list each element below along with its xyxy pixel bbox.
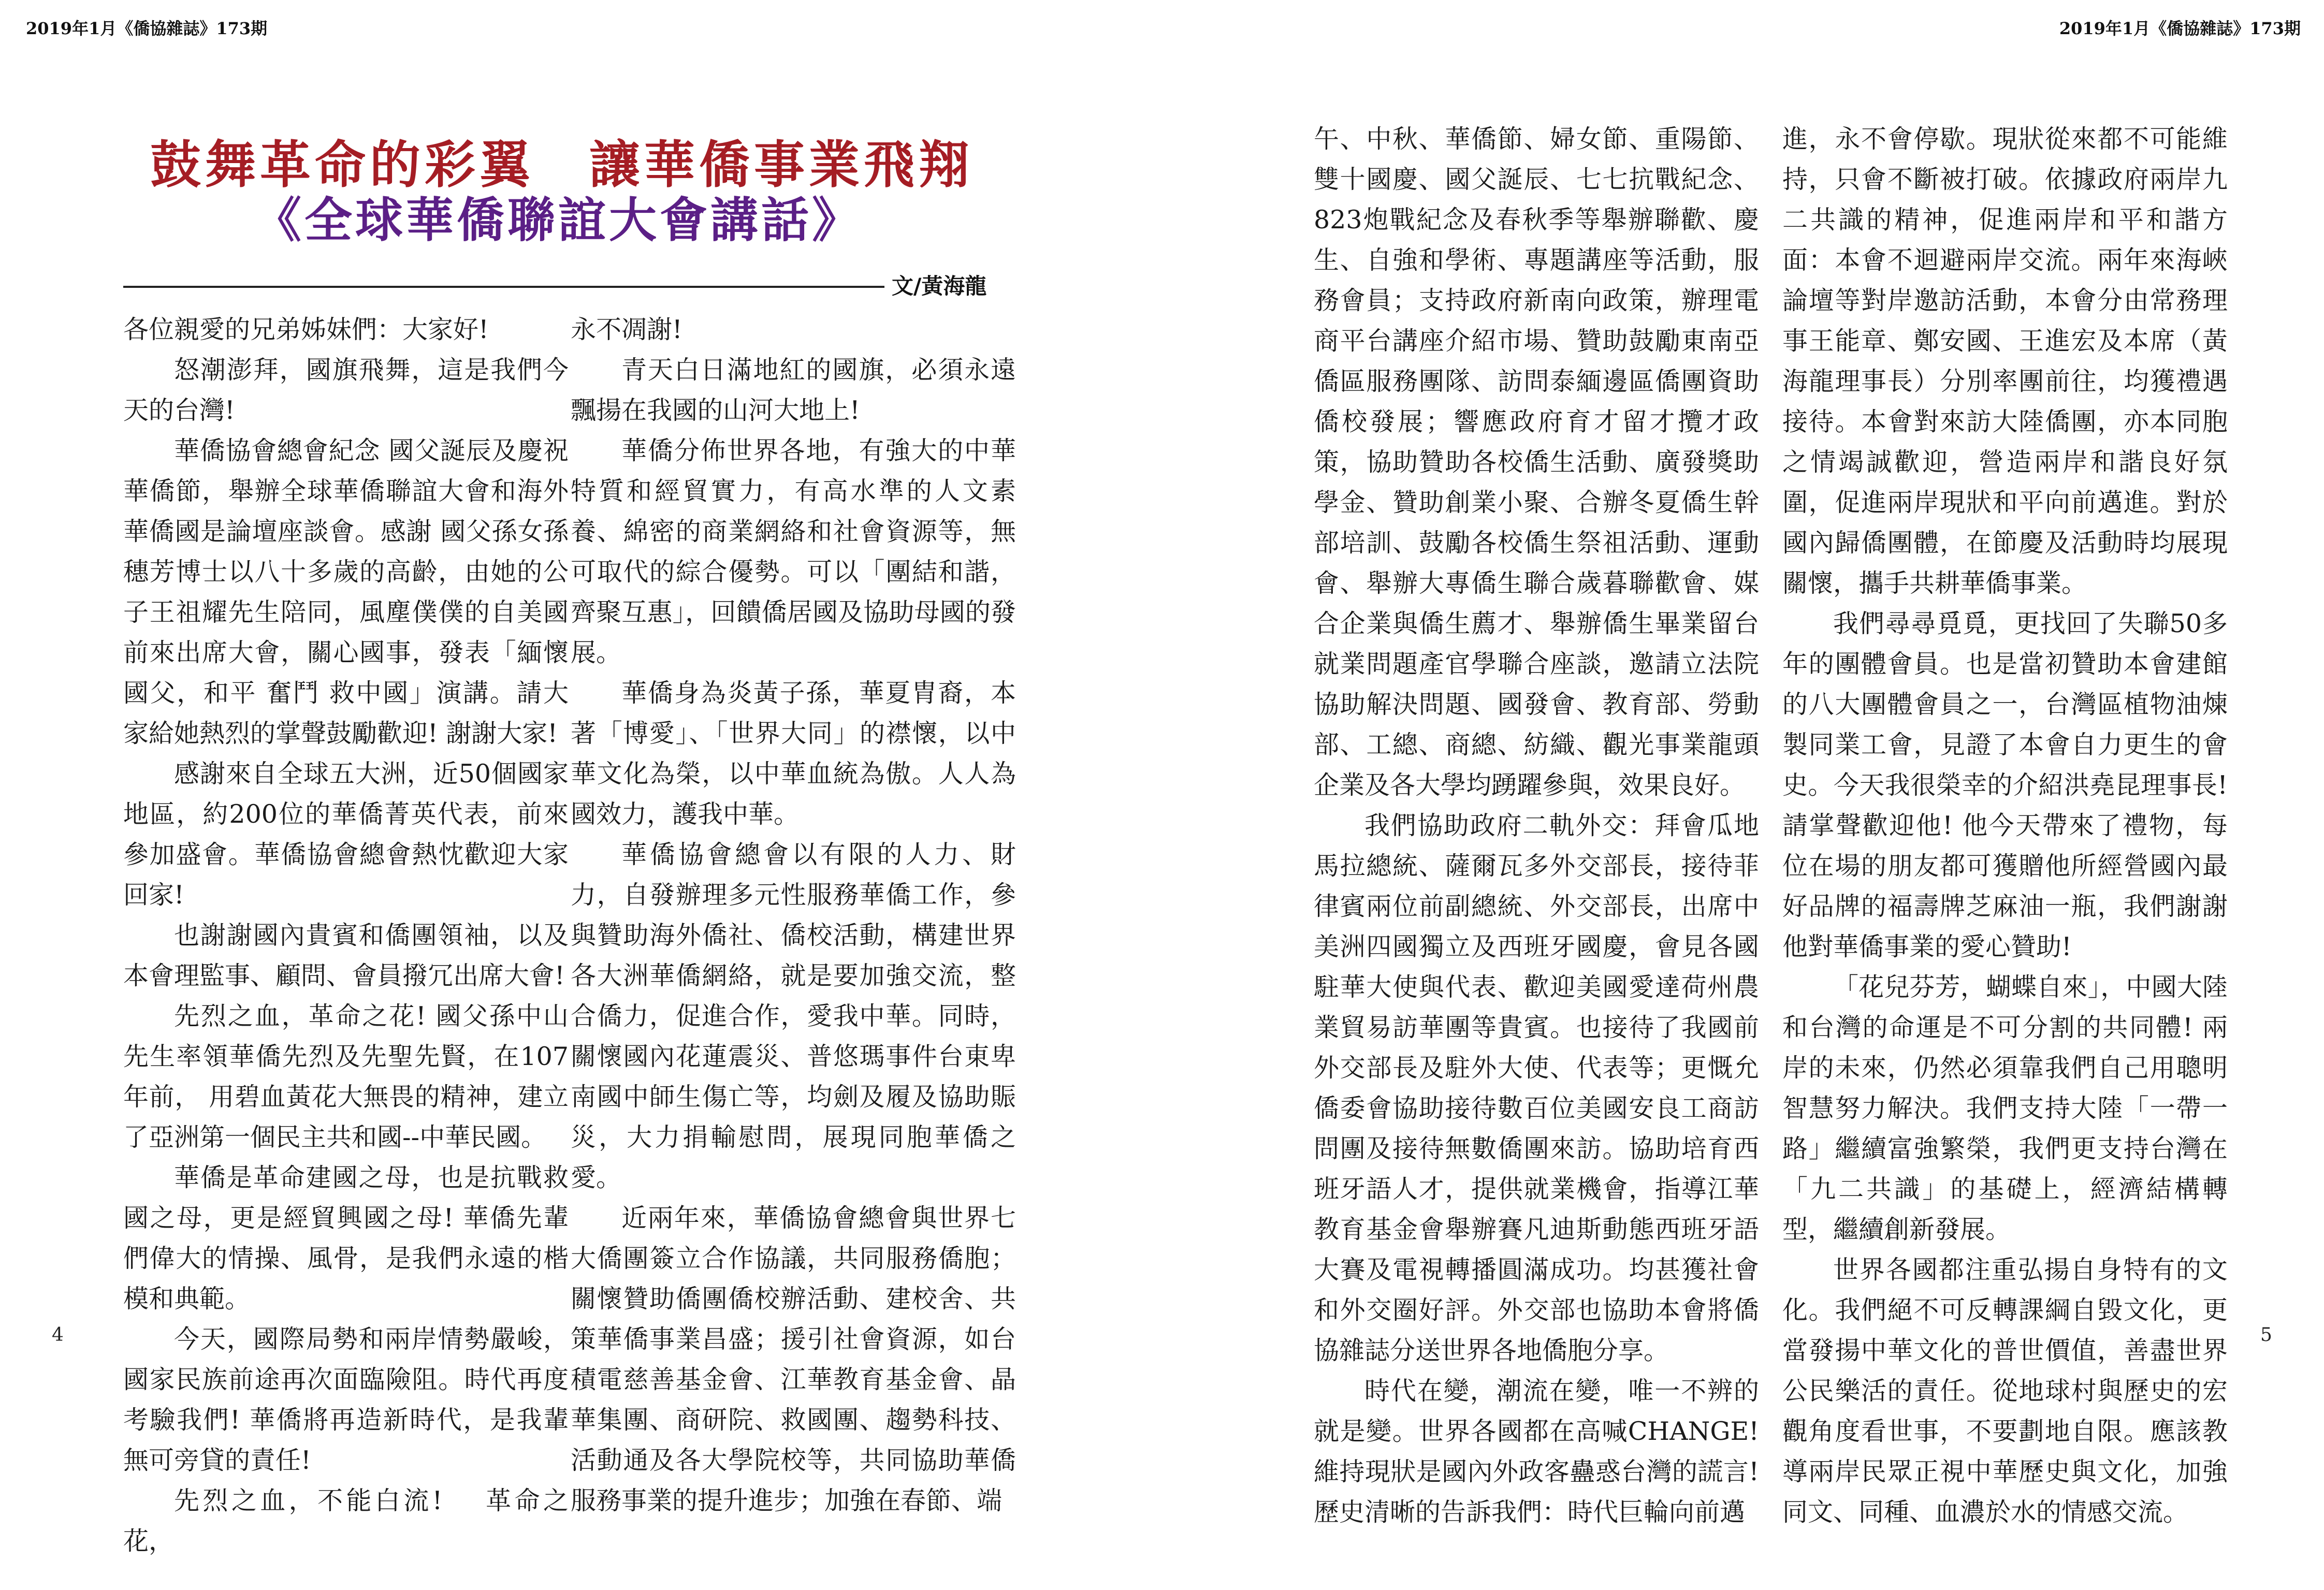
paragraph: 華僑身為炎黃子孫，華夏胄裔，本著「博愛」、「世界大同」的襟懷，以中華文化為榮，以中華血統為傲。人人為國效力，護我中華。 xyxy=(571,678,1016,829)
paragraph: 我們協助政府二軌外交：拜會瓜地馬拉總統、薩爾瓦多外交部長，接待菲律賓兩位前副總統、外交部長，出席中美洲四國獨立及西班牙國慶，會見各國駐華大使與代表、歡迎美國愛達荷州農業貿易訪華團等貴賓。也接待了我國前外交部長及駐外大使、代表等；更慨允僑委會協助接待數百位美國安良工商訪問團及接待無數僑團來訪。協助培育西班牙語人才，提供就業機會，指導江華教育基金會舉辦賽凡迪斯動態西班牙語大賽及電視轉播圓滿成功。均甚獲社會和外交圈好評。外交部也協助本會將僑協雜誌分送世界各地僑胞分享。 xyxy=(1314,811,1759,1365)
text-column-2 xyxy=(571,310,1016,1516)
paragraph: 感謝來自全球五大洲，近50個國家地區，約200位的華僑菁英代表，前來參加盛會。華僑協會總會熱忱歡迎大家回家! xyxy=(123,759,569,910)
paragraph: 華僑協會總會以有限的人力、財力，自發辦理多元性服務華僑工作，參與贊助海外僑社、僑校活動，構建世界各大洲華僑網絡，就是要加強交流，整合僑力，促進合作，愛我中華。同時，關懷國內花蓮震災、普悠瑪事件台東卑南國中師生傷亡等，均劍及履及協助賑災，大力捐輸慰問，展現同胞華僑之愛。 xyxy=(571,840,1016,1192)
paragraph: 近兩年來，華僑協會總會與世界七大僑團簽立合作協議，共同服務僑胞；關懷贊助僑團僑校辦活動、建校舍、共策華僑事業昌盛；援引社會資源，如台積電慈善基金會、江華教育基金會、晶華集團、商研院、救國團、趨勢科技、活動通及各大學院校等，共同協助華僑服務事業的提升進步；加強在春節、端 xyxy=(571,1203,1016,1515)
running-header-left: 2019年1月《僑協雜誌》173期 xyxy=(26,19,268,38)
text-column-4 xyxy=(1782,119,2228,1527)
text-column-3 xyxy=(1314,119,1759,1527)
paragraph: 華僑分佈世界各地，有強大的中華特質和經貿實力，有高水準的人文素養、綿密的商業網絡和社會資源等，無可取代的綜合優勢。可以「團結和諧，齊聚互惠」，回饋僑居國及協助母國的發展。 xyxy=(571,436,1016,667)
paragraph: 先烈之血，革命之花! 國父孫中山先生率領華僑先烈及先聖先賢，在107年前， 用碧血黃花大無畏的精神，建立了亞洲第一個民主共和國--中華民國。 xyxy=(123,1001,569,1152)
author-byline: 文/黃海龍 xyxy=(892,273,987,299)
paragraph: 永不凋謝! xyxy=(571,315,682,344)
paragraph: 午、中秋、華僑節、婦女節、重陽節、雙十國慶、國父誕辰、七七抗戰紀念、823炮戰紀念及春秋季等舉辦聯歡、慶生、自強和學術、專題講座等活動，服務會員；支持政府新南向政策，辦理電商平台講座介紹市場、贊助鼓勵東南亞僑區服務團隊、訪問泰緬邊區僑團資助僑校發展；響應政府育才留才攬才政策，協助贊助各校僑生活動、廣發獎助學金、贊助創業小聚、合辦冬夏僑生幹部培訓、鼓勵各校僑生祭祖活動、運動會、舉辦大專僑生聯合歲暮聯歡會、媒合企業與僑生薦才、舉辦僑生畢業留台就業問題產官學聯合座談，邀請立法院協助解決問題、國發會、教育部、勞動部、工總、商總、紡織、觀光事業龍頭企業及各大學均踴躍參與，效果良好。 xyxy=(1314,124,1759,800)
running-header-right: 2019年1月《僑協雜誌》173期 xyxy=(2059,19,2301,38)
article-title: 鼓舞革命的彩翼 讓華僑事業飛翔 xyxy=(150,135,974,195)
page-number-right: 5 xyxy=(2260,1324,2272,1346)
paragraph: 怒潮澎拜，國旗飛舞，這是我們今天的台灣! xyxy=(123,355,569,425)
paragraph: 世界各國都注重弘揚自身特有的文化。我們絕不可反轉課綱自毀文化，更當發揚中華文化的普世價值，善盡世界公民樂活的責任。從地球村與歷史的宏觀角度看世事，不要劃地自限。應該教導兩岸民眾正視中華歷史與文化，加強同文、同種、血濃於水的情感交流。 xyxy=(1782,1255,2228,1527)
paragraph: 華僑協會總會紀念 國父誕辰及慶祝華僑節，舉辦全球華僑聯誼大會和海外華僑國是論壇座談會。感謝 國父孫女孫穗芳博士以八十多歲的高齡，由她的公子王祖耀先生陪同，風塵僕僕的自美國前來出席大會，關心國事，發表「緬懷國父，和平 奮鬥 救中國」演講。請大家給她熱烈的掌聲鼓勵歡迎! 謝謝大家! xyxy=(123,436,569,748)
paragraph: 進，永不會停歇。現狀從來都不可能維持，只會不斷被打破。依據政府兩岸九二共識的精神，促進兩岸和平和諧方面：本會不迴避兩岸交流。兩年來海峽論壇等對岸邀訪活動，本會分由常務理事王能章、鄭安國、王進宏及本席（黃海龍理事長）分別率團前往，均獲禮遇接待。本會對來訪大陸僑團，亦本同胞之情竭誠歡迎，營造兩岸和諧良好氛圍，促進兩岸現狀和平向前邁進。對於國內歸僑團體，在節慶及活動時均展現關懷，攜手共耕華僑事業。 xyxy=(1782,124,2228,598)
paragraph: 時代在變，潮流在變，唯一不辨的就是變。世界各國都在高喊CHANGE! 維持現狀是國內外政客蠱惑台灣的謊言! 歷史清晰的告訴我們：時代巨輪向前邁 xyxy=(1314,1376,1759,1527)
paragraph: 也謝謝國內貴賓和僑團領袖，以及本會理監事、顧問、會員撥冗出席大會! xyxy=(123,921,569,990)
paragraph: 青天白日滿地紅的國旗，必須永遠飄揚在我國的山河大地上! xyxy=(571,355,1016,425)
title-rule xyxy=(123,286,884,288)
paragraph: 各位親愛的兄弟姊妹們：大家好! xyxy=(123,315,489,344)
paragraph: 我們尋尋覓覓，更找回了失聯50多年的團體會員。也是當初贊助本會建館的八大團體會員之一，台灣區植物油煉製同業工會，見證了本會自力更生的會史。今天我很榮幸的介紹洪堯昆理事長! 請掌聲歡迎他! 他今天帶來了禮物，每位在場的朋友都可獲贈他所經營國內最好品牌的福壽牌芝麻油一瓶，我們謝謝他對華僑事業的愛心贊助! xyxy=(1782,609,2228,961)
article-subtitle: 《全球華僑聯誼大會講話》 xyxy=(254,192,863,248)
paragraph: 「花兒芬芳，蝴蝶自來」，中國大陸和台灣的命運是不可分割的共同體! 兩岸的未來，仍然必須靠我們自己用聰明智慧努力解決。我們支持大陸「一帶一路」繼續富強繁榮，我們更支持台灣在「九二共識」的基礎上，經濟結構轉型，繼續創新發展。 xyxy=(1782,972,2228,1244)
paragraph: 華僑是革命建國之母，也是抗戰救國之母，更是經貿興國之母! 華僑先輩們偉大的情操、風骨，是我們永遠的楷模和典範。 xyxy=(123,1163,569,1314)
page-number-left: 4 xyxy=(52,1324,64,1346)
paragraph: 先烈之血，不能白流! 革命之花， xyxy=(123,1486,569,1556)
text-column-1 xyxy=(123,310,569,1556)
paragraph: 今天，國際局勢和兩岸情勢嚴峻，國家民族前途再次面臨險阻。時代再度考驗我們! 華僑將再造新時代，是我輩無可旁貸的責任! xyxy=(123,1324,569,1475)
